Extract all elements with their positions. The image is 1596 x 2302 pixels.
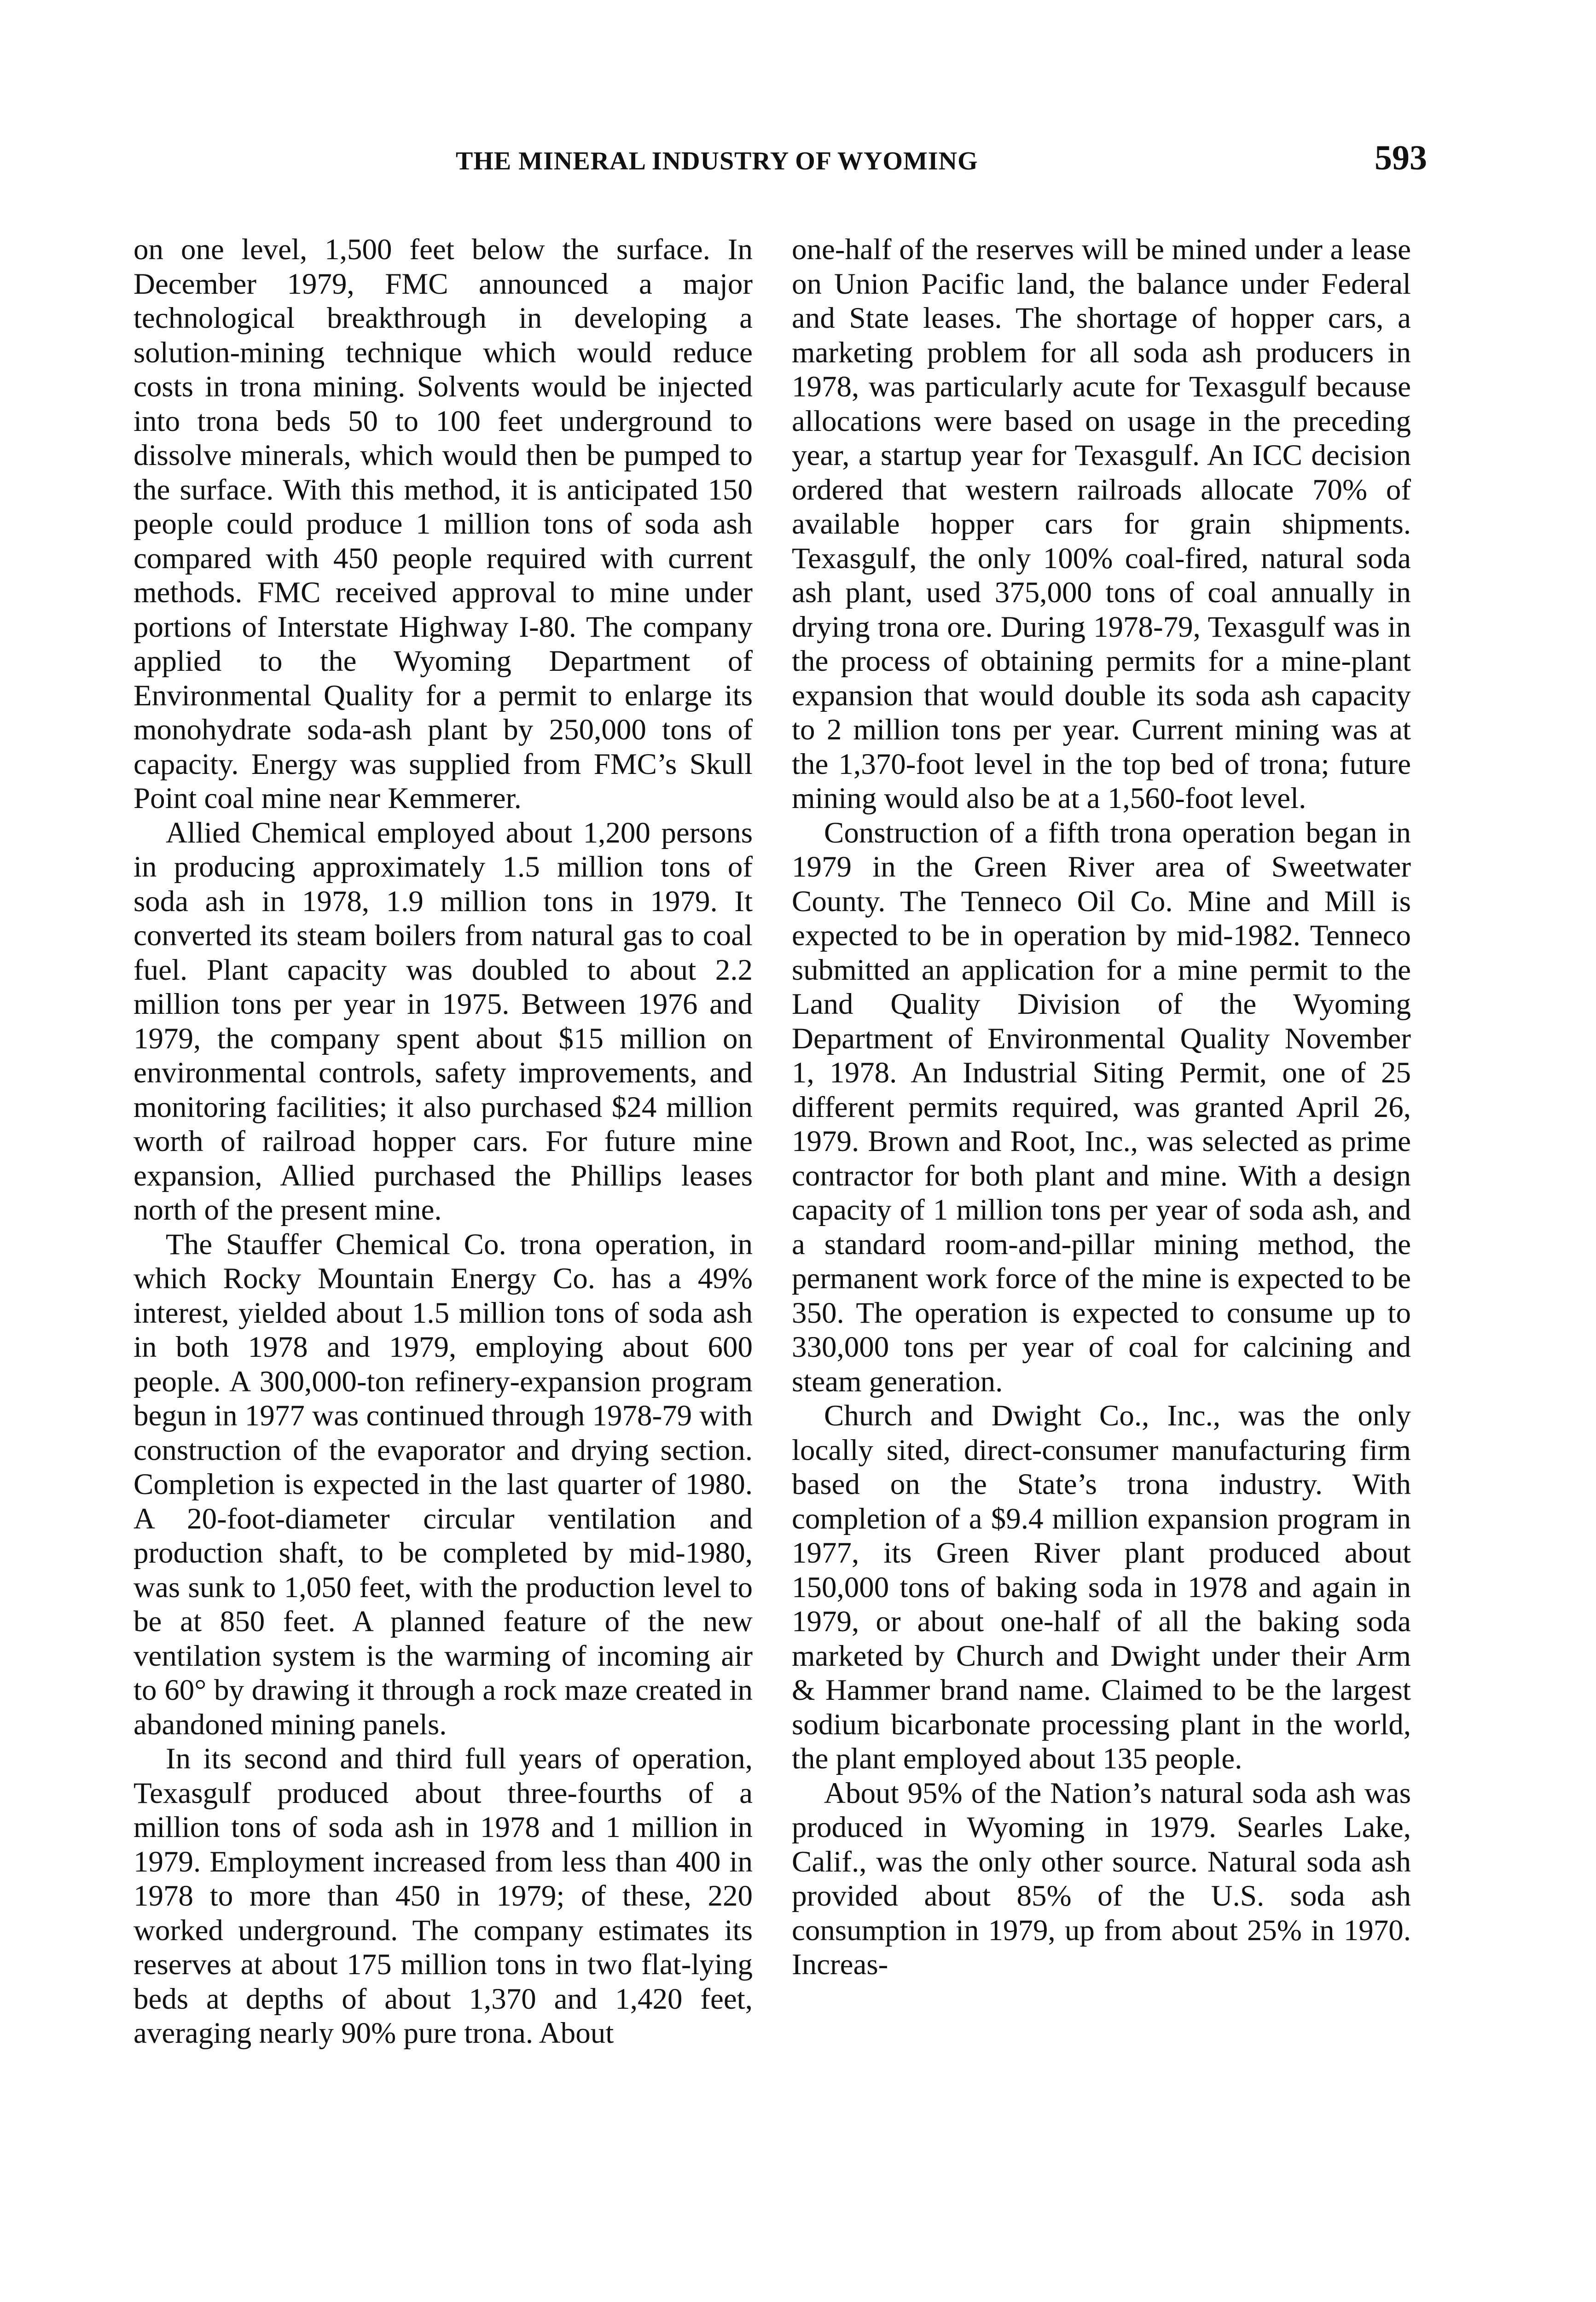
- paragraph: one-half of the reserves will be mined under a lease on Union Pacific land, the balance under Federal and State leases. The shortage of hopper cars, a marketing problem for all soda ash producers in 1978, was particularly acute for Texasgulf because allocations were based on usage in the preceding year, a startup year for Texasgulf. An ICC decision ordered that western railroads allocate 70% of available hopper cars for grain shipments. Texasgulf, the only 100% coal-fired, natural soda ash plant, used 375,000 tons of coal annually in drying trona ore. During 1978-79, Texasgulf was in the process of obtaining permits for a mine-plant expansion that would double its soda ash capacity to 2 million tons per year. Current mining was at the 1,370-foot level in the top bed of trona; future mining would also be at a 1,560-foot level.: [792, 233, 1411, 815]
- paragraph: About 95% of the Nation’s natural soda ash was produced in Wyoming in 1979. Searles Lake, Calif., was the only other source. Natural soda ash provided about 85% of the U.S. soda ash consumption in 1979, up from about 25% in 1970. Increas-: [792, 1776, 1411, 1981]
- paragraph: Allied Chemical employed about 1,200 persons in producing approximately 1.5 million tons of soda ash in 1978, 1.9 million tons in 1979. It converted its steam boilers from natural gas to coal fuel. Plant capacity was doubled to about 2.2 million tons per year in 1975. Between 1976 and 1979, the company spent about $15 million on environmental controls, safety improvements, and monitoring facilities; it also purchased $24 million worth of railroad hopper cars. For future mine expansion, Allied purchased the Phillips leases north of the present mine.: [133, 816, 753, 1227]
- page-number: 593: [1375, 139, 1427, 177]
- paragraph: In its second and third full years of operation, Texasgulf produced about three-fourths of a million tons of soda ash in 1978 and 1 million in 1979. Employment increased from less than 400 in 1978 to more than 450 in 1979; of these, 220 worked underground. The company estimates its reserves at about 175 million tons in two flat-lying beds at depths of about 1,370 and 1,420 feet, averaging nearly 90% pure trona. About: [133, 1742, 753, 2050]
- page-header: [133, 138, 1427, 189]
- paragraph: on one level, 1,500 feet below the surface. In December 1979, FMC announced a major technological breakthrough in developing a solution-mining technique which would reduce costs in trona mining. Solvents would be injected into trona beds 50 to 100 feet underground to dissolve minerals, which would then be pumped to the surface. With this method, it is anticipated 150 people could produce 1 million tons of soda ash compared with 450 people required with current methods. FMC received approval to mine under portions of Interstate Highway I-80. The company applied to the Wyoming Department of Environmental Quality for a permit to enlarge its monohydrate soda-ash plant by 250,000 tons of capacity. Energy was supplied from FMC’s Skull Point coal mine near Kemmerer.: [133, 233, 753, 815]
- left-column: [133, 233, 753, 2051]
- running-title: THE MINERAL INDUSTRY OF WYOMING: [456, 147, 978, 175]
- paragraph: The Stauffer Chemical Co. trona operation, in which Rocky Mountain Energy Co. has a 49% interest, yielded about 1.5 million tons of soda ash in both 1978 and 1979, employing about 600 people. A 300,000-ton refinery-expansion program begun in 1977 was continued through 1978-79 with construction of the evaporator and drying section. Completion is expected in the last quarter of 1980. A 20-foot-diameter circular ventilation and production shaft, to be completed by mid-1980, was sunk to 1,050 feet, with the production level to be at 850 feet. A planned feature of the new ventilation system is the warming of incoming air to 60° by drawing it through a rock maze created in abandoned mining panels.: [133, 1227, 753, 1741]
- paragraph: Church and Dwight Co., Inc., was the only locally sited, direct-consumer manufacturing firm based on the State’s trona industry. With completion of a $9.4 million expansion program in 1977, its Green River plant produced about 150,000 tons of baking soda in 1978 and again in 1979, or about one-half of all the baking soda marketed by Church and Dwight under their Arm & Hammer brand name. Claimed to be the largest sodium bicarbonate processing plant in the world, the plant employed about 135 people.: [792, 1399, 1411, 1775]
- paragraph: Construction of a fifth trona operation began in 1979 in the Green River area of Sweetwater County. The Tenneco Oil Co. Mine and Mill is expected to be in operation by mid-1982. Tenneco submitted an application for a mine permit to the Land Quality Division of the Wyoming Department of Environmental Quality November 1, 1978. An Industrial Siting Permit, one of 25 different permits required, was granted April 26, 1979. Brown and Root, Inc., was selected as prime contractor for both plant and mine. With a design capacity of 1 million tons per year of soda ash, and a standard room-and-pillar mining method, the permanent work force of the mine is expected to be 350. The operation is expected to consume up to 330,000 tons per year of coal for calcining and steam generation.: [792, 816, 1411, 1398]
- right-column: [792, 233, 1411, 1982]
